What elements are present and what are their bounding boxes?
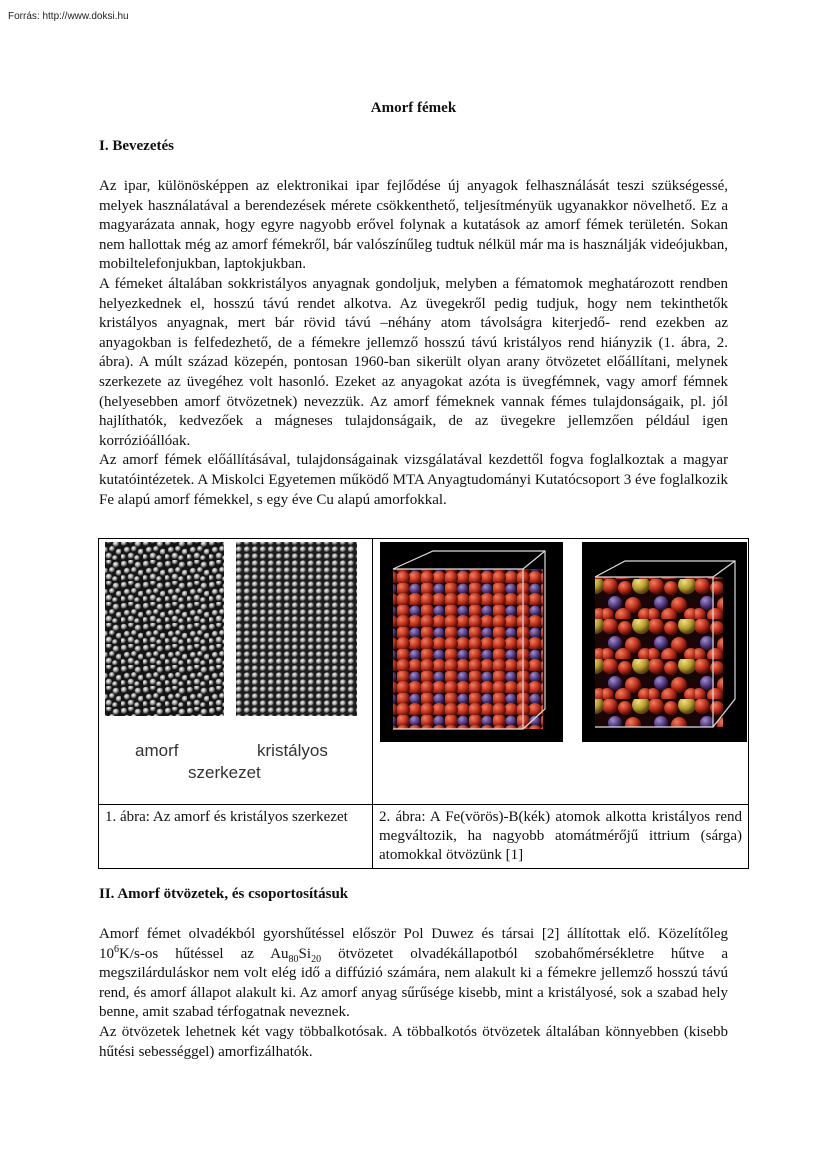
label-amorf: amorf — [135, 741, 179, 760]
alloys-p1-part-d: ötvözetet olvadékállapotból szobahőmérsékletre hűtve a megszilárduláskor nem volt elég idő a diffúzió számára, nem alakult ki a fémekre jellemző hosszú távú rend, és amorf állapot alakult ki. Az amorf anyag sűrűsége kisebb, mint a kristályosé, sok a szabad hely benne, amit szabad térfogatnak neveznek. — [99, 945, 728, 1021]
intro-paragraph-3: Az amorf fémek előállításával, tulajdonságainak vizsgálatával kezdettől fogva foglalkoztak a magyar kutatóintézetek. A Miskolci Egyetemen működő MTA Anyagtudományi Kutatócsoport 3 éve foglalkozik Fe alapú amorf fémekkel, s egy éve Cu alapú amorfokkal. — [99, 452, 728, 508]
alloys-paragraph-1 — [99, 925, 728, 1023]
figure-2-cell — [373, 539, 749, 805]
page-title: Amorf fémek — [370, 100, 457, 116]
section-heading-intro: I. Bevezetés — [99, 138, 174, 154]
crystal-lattice-model — [393, 569, 543, 729]
alloys-p1-part-c: Si — [298, 945, 312, 962]
alloys-paragraph-2: Az ötvözetek lehetnek két vagy többalkotósak. A többalkotós ötvözetek általában könnyebben (kisebb hűtési sebességgel) amorfizálhatók. — [99, 1023, 728, 1060]
figure-2-caption: 2. ábra: A Fe(vörös)-B(kék) atomok alkotta kristályos rend megváltozik, ha nagyobb atomátmérőjű ittrium (sárga) atomokkal ötvözünk [1] — [373, 805, 749, 869]
intro-paragraph-2: A fémeket általában sokkristályos anyagnak gondoljuk, melyben a fématomok meghatározott rendben helyezkednek el, hosszú távú rendet alkotva. Az üvegekről pedig tudjuk, hogy nem tekinthetők kristályos anyagnak, mert bár rövid távú –néhány atom távolságra kiterjedő- rend ezekben az anyagokban is felfedezhető, de a fémekre jellemző hosszú távú kristályos rend hiányzik (1. ábra, 2. ábra). A múlt század közepén, pontosan 1960-ban sikerült olyan arany ötvözetet előállítani, melynek szerkezete az üvegéhez volt hasonló. Ezeket az anyagokat azóta is üvegfémnek, vagy amorf fémnek (helyesebben amorf ötvözetnek) nevezzük. Az amorf fémeknek vannak fémes tulajdonságaik, pl. jól hajlíthatók, kedvezőek a mágneses tulajdonságaik, de az üvegekre jellemzően például igen korrózióállóak. — [99, 275, 728, 449]
label-szerkezet: szerkezet — [188, 763, 261, 782]
intro-paragraph-1: Az ipar, különösképpen az elektronikai ipar fejlődése új anyagok felhasználását teszi szükségessé, melyek használatával a berendezések mérete csökkenthető, teljesítményük ugyanakkor növelhető. Ez a magyarázata annak, hogy egyre nagyobb erővel folynak a kutatások az amorf fémek területén. Sokan nem hallottak még az amorf fémekről, bár valószínűleg tudtuk nélkül már ma is használják videójukban, mobiltelefonjukban, laptokjukban. — [99, 178, 728, 273]
alloys-p1-part-a: Amorf fémet olvadékból gyorshűtéssel először Pol Duwez és társai [2] állítottak elő. Közelítőleg 10 — [99, 926, 728, 962]
subscript-si: 20 — [311, 953, 322, 965]
intro-text — [99, 177, 728, 510]
figure-1-cell — [99, 539, 373, 805]
figure-table — [98, 538, 749, 869]
label-kristalyos: kristályos — [257, 741, 328, 760]
section-heading-alloys: II. Amorf ötvözetek, és csoportosításuk — [99, 886, 349, 902]
subscript-au: 80 — [288, 953, 299, 965]
figure-1-caption: 1. ábra: Az amorf és kristályos szerkezet — [99, 805, 373, 869]
source-line: Forrás: http://www.doksi.hu — [8, 11, 129, 22]
alloys-text — [99, 925, 728, 1062]
atom-model-figure — [373, 539, 748, 804]
alloy-atom-model — [595, 577, 723, 727]
exponent: 6 — [114, 943, 119, 955]
crystalline-micrograph — [236, 542, 357, 716]
alloys-p1-part-b: K/s-os hűtéssel az Au — [119, 945, 289, 962]
amorphous-micrograph — [105, 542, 224, 716]
